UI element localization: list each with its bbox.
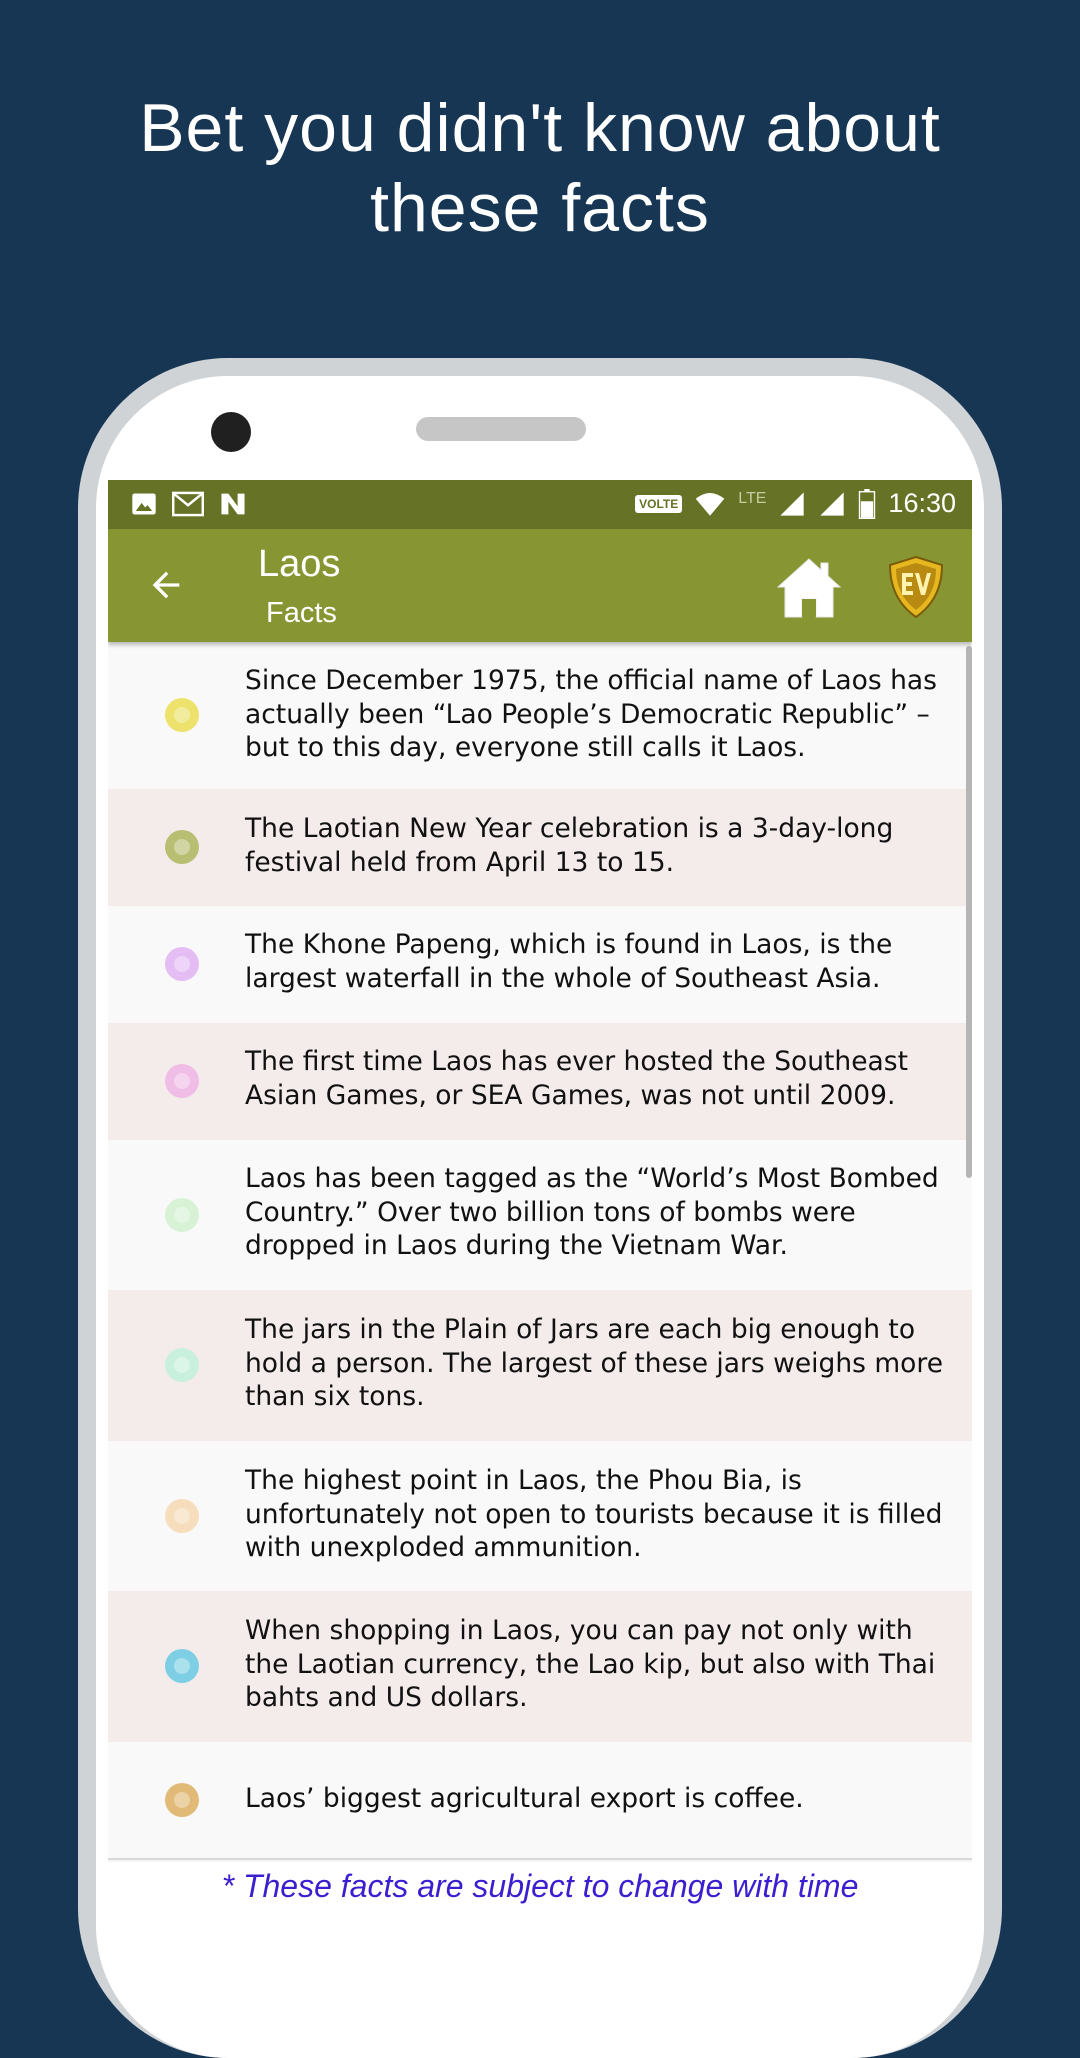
fact-text: The highest point in Laos, the Phou Bia, is unfortunately not open to tourists because it is filled with unexploded ammunition. [245,1465,943,1563]
fact-row[interactable] [108,1742,972,1860]
fact-text: The jars in the Plain of Jars are each big enough to hold a person. The largest of these jars weighs more than six tons. [245,1314,943,1412]
wifi-icon [694,491,726,517]
fact-row[interactable] [108,1290,972,1443]
n-icon [218,490,248,518]
fact-text: The Laotian New Year celebration is a 3-day-long festival held from April 13 to 15. [245,813,894,878]
footer-divider [108,1858,972,1860]
bullet-dot-icon [165,830,199,864]
facts-list[interactable] [108,642,972,1842]
bullet-dot-icon [165,1198,199,1232]
fact-row[interactable] [108,642,972,791]
bullet-dot-icon [165,1649,199,1683]
footer [108,1862,972,1920]
page-title: Laos [258,543,341,585]
fact-row[interactable] [108,1023,972,1142]
image-icon [130,490,158,518]
bullet-dot-icon [165,947,199,981]
fact-text: When shopping in Laos, you can pay not only with the Laotian currency, the Lao kip, but also with Thai bahts and US dollars. [245,1615,936,1713]
gmail-icon [172,490,204,518]
phone-screen [108,480,972,1920]
promo-headline [0,88,1080,248]
phone-speaker [416,417,586,441]
signal-icon [778,490,806,518]
fact-row[interactable] [108,789,972,908]
bullet-dot-icon [165,1348,199,1382]
fact-row[interactable] [108,1441,972,1593]
app-bar [108,529,972,642]
fact-row[interactable] [108,906,972,1025]
fact-text: The first time Laos has ever hosted the Southeast Asian Games, or SEA Games, was not until 2009. [245,1046,908,1111]
home-icon[interactable] [774,555,844,621]
battery-icon [858,489,876,519]
headline-line-1: Bet you didn't know about [139,90,941,166]
fact-text: Since December 1975, the official name of Laos has actually been “Lao People’s Democratic Republic” – but to this day, everyone still calls it Laos. [245,665,937,763]
arrow-left-icon[interactable] [146,565,186,605]
phone-camera [211,412,251,452]
page-subtitle: Facts [266,597,337,629]
ev-shield-icon[interactable] [886,555,946,619]
fact-row[interactable] [108,1591,972,1744]
bullet-dot-icon [165,1783,199,1817]
fact-row[interactable] [108,1140,972,1292]
disclaimer-note: * These facts are subject to change with time [221,1868,859,1904]
fact-text: The Khone Papeng, which is found in Laos, is the largest waterfall in the whole of Southeast Asia. [245,929,893,994]
signal-icon [818,490,846,518]
scrollbar-thumb[interactable] [966,646,972,1178]
bullet-dot-icon [165,698,199,732]
clock: 16:30 [888,488,956,518]
status-bar [108,480,972,529]
fact-text: Laos has been tagged as the “World’s Most Bombed Country.” Over two billion tons of bombs were dropped in Laos during the Vietnam War. [245,1163,939,1261]
bullet-dot-icon [165,1064,199,1098]
volte-badge: VOLTE [635,495,682,513]
fact-text: Laos’ biggest agricultural export is coffee. [245,1783,804,1814]
headline-line-2: these facts [370,170,710,246]
lte-label: LTE [738,489,767,507]
bullet-dot-icon [165,1499,199,1533]
